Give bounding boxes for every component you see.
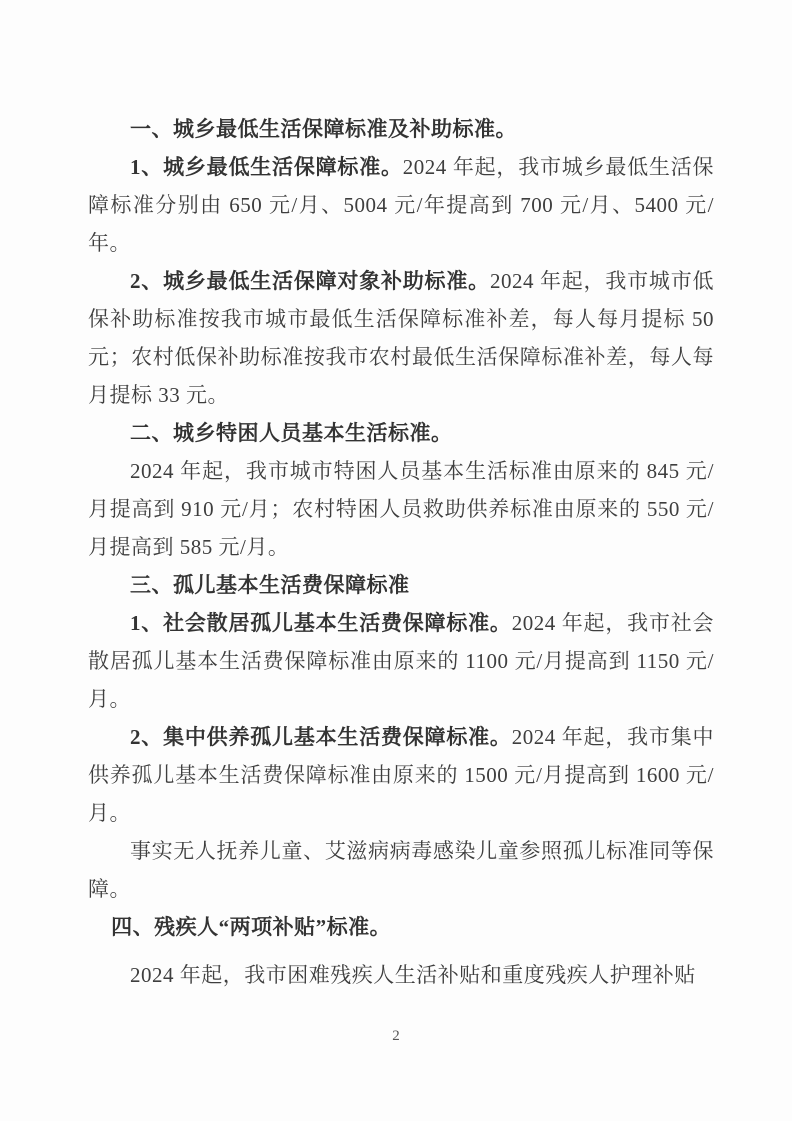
paragraph-institutional-orphan	[88, 718, 714, 832]
paragraph-text: 2024 年起，我市集中供养孤儿基本生活费保障标准由原来的 1500 元/月提高到 1600 元/月。	[88, 725, 714, 825]
heading-text: 一、城乡最低生活保障标准及补助标准。	[130, 117, 517, 141]
paragraph-de-facto-unsupported-children	[88, 832, 714, 908]
section-heading-disability-subsidies	[88, 908, 714, 946]
paragraph-text: 2024 年起，我市城乡最低生活保障标准分别由 650 元/月、5004 元/年提高到 700 元/月、5400 元/年。	[88, 155, 715, 255]
paragraph-text: 事实无人抚养儿童、艾滋病病毒感染儿童参照孤儿标准同等保障。	[88, 839, 714, 901]
paragraph-text: 2024 年起，我市社会散居孤儿基本生活费保障标准由原来的 1100 元/月提高到 1150 元/月。	[88, 611, 714, 711]
paragraph-text: 2024 年起，我市城市低保补助标准按我市城市最低生活保障标准补差，每人每月提标 50 元；农村低保补助标准按我市农村最低生活保障标准补差，每人每月提标 33 元。	[88, 269, 715, 407]
paragraph-disability-subsidy-detail	[88, 956, 714, 994]
paragraph-text: 2024 年起，我市城市特困人员基本生活标准由原来的 845 元/月提高到 910 元/月；农村特困人员救助供养标准由原来的 550 元/月提高到 585 元/月。	[88, 459, 714, 559]
page-number: 2	[392, 1028, 400, 1044]
section-heading-orphan-allowance	[88, 566, 714, 604]
paragraph-extreme-poverty-detail	[88, 452, 714, 566]
paragraph-urban-rural-minimum-standard	[88, 148, 714, 262]
paragraph-text: 2024 年起，我市困难残疾人生活补贴和重度残疾人护理补贴	[130, 963, 696, 987]
paragraph-lead: 2、城乡最低生活保障对象补助标准。	[130, 269, 490, 293]
heading-text: 二、城乡特困人员基本生活标准。	[130, 421, 453, 445]
paragraph-lead: 1、社会散居孤儿基本生活费保障标准。	[130, 611, 512, 635]
document-body	[88, 110, 714, 994]
paragraph-scattered-orphan	[88, 604, 714, 718]
section-heading-extreme-poverty-standard	[88, 414, 714, 452]
heading-text: 三、孤儿基本生活费保障标准	[130, 573, 410, 597]
paragraph-lead: 1、城乡最低生活保障标准。	[130, 155, 403, 179]
heading-text: 四、残疾人“两项补贴”标准。	[111, 915, 392, 939]
paragraph-lead: 2、集中供养孤儿基本生活费保障标准。	[130, 725, 512, 749]
section-heading-minimum-living-standard	[88, 110, 714, 148]
paragraph-subsidy-standard	[88, 262, 714, 414]
